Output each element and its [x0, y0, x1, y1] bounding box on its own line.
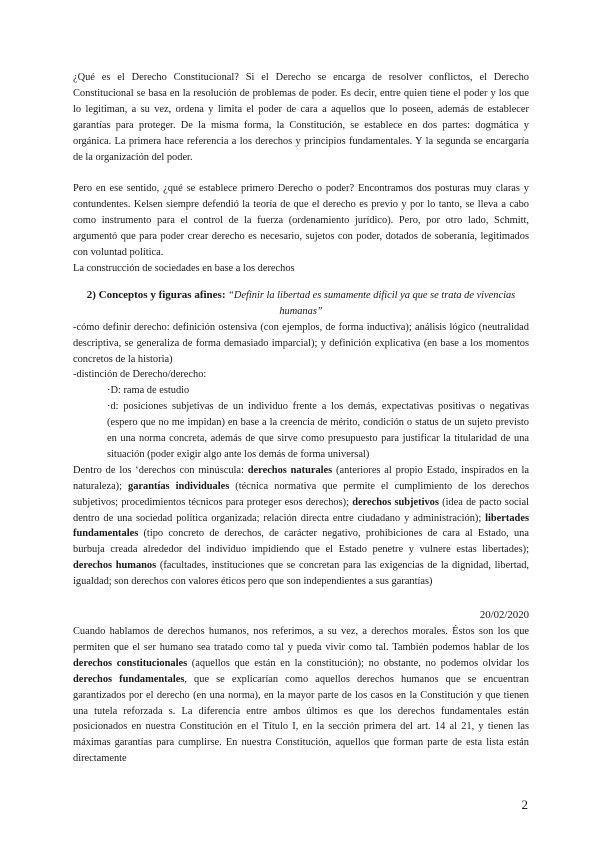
section-number: 2) Conceptos y figuras afines:	[86, 288, 226, 301]
list-item-distincion: -distinción de Derecho/derecho:	[73, 369, 207, 381]
paragraph-derechos-humanos	[73, 624, 529, 767]
term-derechos-naturales: derechos naturales	[247, 464, 333, 476]
text-run: , que se explicarían como aquellos derechos humanos que se encuentran garantizados por el derecho (en una norma), en la mayor parte de los casos en la Constitución y que tienen una tutela reforzada s. La diferencia entre ambos últimos es que los derechos fundamentales están posicionados en nuestra Constitución en el Título I, en la sección primera del art. 14 al 21, y tienen las máximas garantías para cumplirse. En nuestra Constitución, aquellos que forman parte de esta lista están directamente	[73, 673, 529, 765]
page-number: 2	[521, 797, 528, 812]
list-item-definir-derecho: -cómo definir derecho: definición ostensiva (con ejemplos, de forma inductiva); análisis lógico (neutralidad descriptiva, se generaliza de forma demasiado imparcial); y definición explicativa (en base a los momentos concretos de la historia)	[73, 321, 529, 365]
text-run: (aquellos que están en la constitución); no obstante, no podemos olvidar los	[187, 657, 529, 669]
term-derechos-subjetivos: derechos subjetivos	[352, 496, 439, 508]
term-derechos-fundamentales: derechos fundamentales	[73, 673, 185, 685]
text-run: Dentro de los ‘derechos con minúscula:	[73, 464, 248, 476]
text-run: (idea de pacto social dentro de una sociedad política organizada; relación directa entre ciudadano y administración);	[73, 496, 530, 524]
term-libertades-fundamentales: libertades fundamentales	[73, 512, 529, 540]
entry-date: 20/02/2020	[479, 609, 529, 622]
paragraph-intro: ¿Qué es el Derecho Constitucional? Si el Derecho se encarga de resolver conflictos, el Derecho Constitucional se basa en la resolución de problemas de poder. Es decir, entre quien tiene el poder y los que lo legitiman, a su vez, ordena y limita el poder de cara a aquellos que lo poseen, además de establecer garantías para proteger. De la misma forma, la Constitución, se establece en dos partes: dogmática y orgánica. La primera hace referencia a los derechos y principios fundamentales. Y la segunda se encargaría de la organización del poder.	[73, 72, 529, 163]
text-run: (tipo concreto de derechos, de carácter negativo, prohibiciones de cara al Estado, una burbuja creada alrededor del individuo impidiendo que el Estado penetre y vulnere estas libertades);	[73, 528, 529, 556]
paragraph-tipos-derechos	[73, 463, 529, 590]
page-body	[73, 70, 529, 767]
section-heading	[73, 288, 529, 320]
list-item-d-mayuscula: ·D: rama de estudio	[107, 385, 190, 397]
list-item-d-minuscula: ·d: posiciones subjetivas de un individuo frente a los demás, expectativas positivas o negativas (espero que no me impidan) en base a la creencia de mérito, condición o status de un sujeto previsto en una norma concreta, además de que sirve como presupuesto para justificar la titularidad de una situación (poder exigir algo ante los demás de forma universal)	[107, 401, 529, 460]
paragraph-kelsen-schmitt: Pero en ese sentido, ¿qué se establece primero Derecho o poder? Encontramos dos posturas muy claras y contundentes. Kelsen siempre defendió la teoría de que el derecho es previo y por lo tanto, se lleva a cabo como instrumento para el control de la fuerza (ordenamiento jurídico). Pero, por otro lado, Schmitt, argumentó que para poder crear derecho es necesario, sujetos con poder, dotados de soberanía, legitimados con voluntad política.	[73, 183, 529, 259]
section-quote: “Definir la libertad es sumamente difícil ya que se trata de vivencias humanas”	[228, 289, 516, 317]
text-run: (anteriores al propio Estado, inspirados en la naturaleza);	[73, 464, 529, 492]
text-run: (técnica normativa que permite el cumplimiento de los derechos subjetivos; procedimientos técnicos para proteger esos derechos);	[73, 480, 529, 508]
spacer	[73, 165, 529, 181]
paragraph-construccion: La construcción de sociedades en base a los derechos	[73, 262, 295, 274]
text-run: (facultades, instituciones que se concretan para las exigencias de la dignidad, libertad, igualdad; son derechos con valores éticos pero que son independientes a sus garantías)	[73, 560, 529, 588]
term-derechos-constitucionales: derechos constitucionales	[73, 657, 188, 669]
term-garantias-individuales: garantías individuales	[128, 480, 230, 492]
term-derechos-humanos: derechos humanos	[73, 560, 157, 572]
text-run: Cuando hablamos de derechos humanos, nos referimos, a su vez, a derechos morales. Éstos son los que permiten que el ser humano sea tratado como tal y pueda vivir como tal. También podemos hablar de los	[73, 626, 529, 653]
